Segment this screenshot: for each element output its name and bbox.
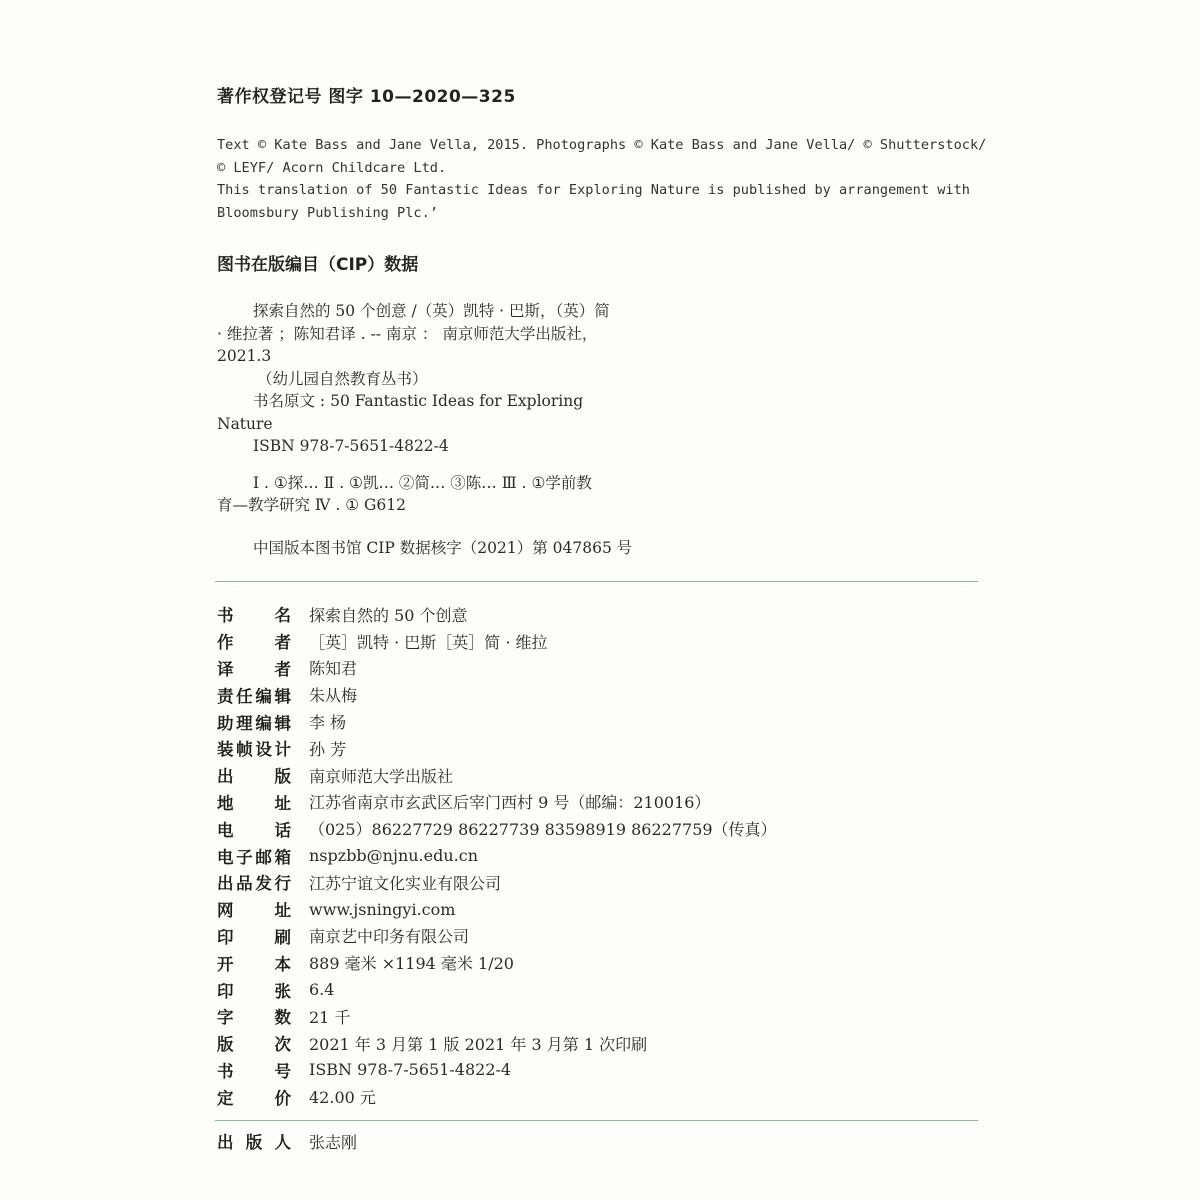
info-value: 南京艺中印务有限公司 (309, 927, 470, 947)
cip-heading: 图书在版编目（CIP）数据 (217, 255, 419, 275)
cip-date-line: 2021.3 (217, 347, 272, 365)
info-label: 书号 (217, 1061, 291, 1081)
copyright-line: Bloomsbury Publishing Plc.’ (217, 204, 438, 221)
info-row-format (217, 949, 977, 976)
cip-series-line: （幼儿园自然教育丛书） (257, 369, 428, 388)
info-row-editor (217, 681, 977, 708)
info-row-distributor (217, 869, 977, 896)
info-label: 开本 (217, 954, 291, 974)
info-label: 书名 (217, 606, 291, 626)
info-value: 朱从梅 (309, 686, 358, 706)
info-row-word-count (217, 1003, 977, 1030)
info-label: 版次 (217, 1035, 291, 1055)
cip-classification-cont: 育—教学研究 Ⅳ . ① G612 (217, 496, 406, 514)
copyright-line: This translation of 50 Fantastic Ideas for Exploring Nature is published by arrangement with (217, 182, 970, 198)
info-value: ISBN 978-7-5651-4822-4 (309, 1060, 512, 1080)
info-value: （025）86227729 86227739 83598919 86227759（传真） (309, 820, 777, 840)
info-label: 助理编辑 (217, 713, 291, 733)
section-divider (215, 1120, 978, 1121)
info-row-phone (217, 815, 977, 842)
section-divider (215, 581, 978, 582)
info-row-email (217, 842, 977, 869)
info-label: 作者 (217, 633, 291, 653)
cip-data-number: 中国版本图书馆 CIP 数据核字（2021）第 047865 号 (253, 538, 633, 557)
info-value: 李 杨 (309, 713, 347, 733)
info-label: 定价 (217, 1088, 291, 1108)
info-row-website (217, 896, 977, 923)
info-row-isbn (217, 1057, 977, 1084)
info-value: 孙 芳 (309, 739, 347, 759)
copyright-line: © LEYF/ Acorn Childcare Ltd. (217, 159, 447, 176)
info-label: 字数 (217, 1008, 291, 1028)
info-value: nspzbb@njnu.edu.cn (309, 846, 478, 866)
info-value: 江苏宁谊文化实业有限公司 (309, 873, 502, 893)
info-row-translator (217, 655, 977, 682)
info-row-assistant-editor (217, 708, 977, 735)
info-value: 江苏省南京市玄武区后宰门西村 9 号（邮编：210016） (309, 793, 711, 813)
cip-classification-line: Ⅰ . ①探… Ⅱ . ①凯… ②简… ③陈… Ⅲ . ①学前教 (253, 473, 592, 492)
info-row-price (217, 1083, 977, 1110)
info-label: 出版 (217, 767, 291, 787)
info-row-publisher-person (217, 1128, 357, 1155)
info-value: ［英］凯特 · 巴斯［英］简 · 维拉 (309, 632, 548, 652)
cip-title-line: 探索自然的 50 个创意 /（英）凯特 · 巴斯，（英）简 (253, 302, 610, 320)
info-label: 电话 (217, 820, 291, 840)
info-row-printer (217, 923, 977, 950)
publication-info-table (217, 601, 977, 1110)
copyright-registration-number: 著作权登记号 图字 10—2020—325 (217, 87, 516, 107)
info-row-publisher (217, 762, 977, 789)
info-row-designer (217, 735, 977, 762)
info-row-sheets (217, 976, 977, 1003)
info-value: 21 千 (309, 1007, 351, 1027)
info-label: 出版人 (217, 1133, 291, 1153)
cip-isbn-line: ISBN 978-7-5651-4822-4 (253, 437, 449, 455)
info-label: 责任编辑 (217, 686, 291, 706)
info-label: 电子邮箱 (217, 847, 291, 867)
info-value: www.jsningyi.com (309, 899, 456, 919)
info-row-author (217, 628, 977, 655)
info-label: 印刷 (217, 927, 291, 947)
info-row-edition (217, 1030, 977, 1057)
info-value: 6.4 (309, 980, 335, 1000)
info-label: 网址 (217, 901, 291, 921)
info-label: 地址 (217, 793, 291, 813)
info-label: 出品发行 (217, 874, 291, 894)
info-value: 陈知君 (309, 659, 358, 679)
copyright-line: Text © Kate Bass and Jane Vella, 2015. Photographs © Kate Bass and Jane Vella/ © Shutterstock/ (217, 137, 987, 153)
cip-author-line: · 维拉著 ；陈知君译 . -- 南京 ： 南京师范大学出版社， (217, 324, 598, 343)
info-value: 42.00 元 (309, 1088, 376, 1108)
info-label: 印张 (217, 981, 291, 1001)
info-value: 889 毫米 ×1194 毫米 1/20 (309, 954, 514, 974)
info-value: 探索自然的 50 个创意 (309, 605, 468, 625)
info-value: 南京师范大学出版社 (309, 766, 454, 786)
info-label: 译者 (217, 659, 291, 679)
info-label: 装帧设计 (217, 740, 291, 760)
info-value: 张志刚 (309, 1132, 358, 1152)
copyright-notice (217, 134, 987, 224)
cip-original-title-line: 书名原文 : 50 Fantastic Ideas for Exploring (253, 392, 584, 410)
cip-data-block (217, 300, 977, 559)
cip-original-title-cont: Nature (217, 414, 273, 433)
info-row-title (217, 601, 977, 628)
info-value: 2021 年 3 月第 1 版 2021 年 3 月第 1 次印刷 (309, 1034, 648, 1054)
info-row-address (217, 789, 977, 816)
